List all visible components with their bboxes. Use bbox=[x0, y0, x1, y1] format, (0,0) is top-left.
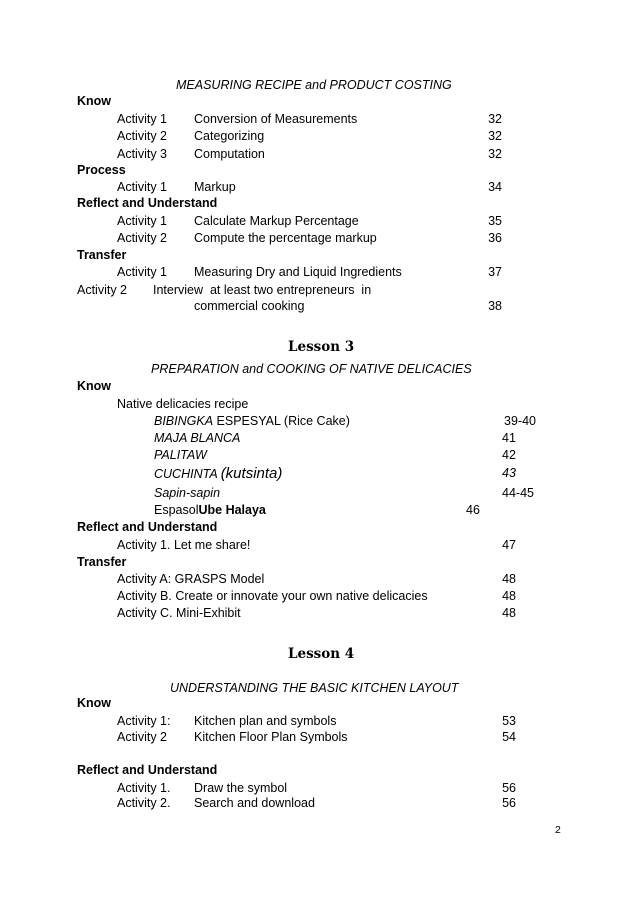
lesson-heading: Lesson 4 bbox=[288, 646, 355, 662]
recipe-title bbox=[154, 415, 350, 428]
lesson-heading: Lesson 3 bbox=[288, 339, 355, 355]
activity-title: Compute the percentage markup bbox=[194, 231, 377, 245]
section-heading-know: Know bbox=[77, 94, 112, 108]
page-number: 48 bbox=[502, 589, 516, 603]
activity-title: Interview at least two entrepreneurs in bbox=[153, 283, 372, 297]
activity-number: Activity 2 bbox=[77, 283, 128, 297]
section-heading-reflect: Reflect and Understand bbox=[77, 763, 218, 777]
list-intro: Native delicacies recipe bbox=[117, 397, 249, 411]
activity-title: Activity C. Mini-Exhibit bbox=[117, 606, 241, 620]
section-title: MEASURING RECIPE and PRODUCT COSTING bbox=[176, 78, 452, 92]
recipe-title bbox=[154, 466, 282, 481]
page-number: 44-45 bbox=[502, 486, 534, 500]
activity-number: Activity 1. bbox=[117, 781, 171, 795]
page-number: 34 bbox=[488, 180, 502, 194]
section-heading-process: Process bbox=[77, 163, 126, 177]
page-number: 41 bbox=[502, 431, 516, 445]
page-number: 56 bbox=[502, 796, 516, 810]
activity-number: Activity 2 bbox=[117, 231, 168, 245]
activity-title: Activity A: GRASPS Model bbox=[117, 572, 265, 586]
page-number: 35 bbox=[488, 214, 502, 228]
recipe-title-main: Espasol bbox=[154, 503, 199, 517]
activity-title: Categorizing bbox=[194, 129, 265, 143]
activity-title: Markup bbox=[194, 180, 236, 194]
recipe-title: PALITAW bbox=[154, 448, 207, 462]
activity-number: Activity 1 bbox=[117, 180, 168, 194]
activity-title-continued: commercial cooking bbox=[194, 299, 305, 313]
page-number: 42 bbox=[502, 448, 516, 462]
activity-number: Activity 2 bbox=[117, 730, 168, 744]
activity-title: Calculate Markup Percentage bbox=[194, 214, 359, 228]
page-number: 32 bbox=[488, 129, 502, 143]
activity-title: Conversion of Measurements bbox=[194, 112, 358, 126]
page-number: 54 bbox=[502, 730, 516, 744]
recipe-title: Sapin-sapin bbox=[154, 486, 221, 500]
section-heading-know: Know bbox=[77, 379, 112, 393]
section-title: PREPARATION and COOKING OF NATIVE DELICACIES bbox=[151, 362, 472, 376]
page-number: 39-40 bbox=[504, 414, 536, 428]
page-number: 48 bbox=[502, 606, 516, 620]
activity-number: Activity 3 bbox=[117, 147, 168, 161]
page-number: 37 bbox=[488, 265, 502, 279]
section-heading-transfer: Transfer bbox=[77, 555, 127, 569]
page-number: 32 bbox=[488, 147, 502, 161]
section-heading-reflect: Reflect and Understand bbox=[77, 520, 218, 534]
activity-number: Activity 2. bbox=[117, 796, 171, 810]
page-number: 53 bbox=[502, 714, 516, 728]
section-title: UNDERSTANDING THE BASIC KITCHEN LAYOUT bbox=[170, 681, 459, 695]
activity-title: Kitchen plan and symbols bbox=[194, 714, 337, 728]
activity-number: Activity 1 bbox=[117, 112, 168, 126]
activity-title: Draw the symbol bbox=[194, 781, 288, 795]
activity-number: Activity 1 bbox=[117, 265, 168, 279]
recipe-title bbox=[154, 504, 266, 517]
activity-title: Search and download bbox=[194, 796, 315, 810]
activity-title: Computation bbox=[194, 147, 265, 161]
recipe-title-italic: BIBINGKA bbox=[154, 414, 214, 428]
page-number: 36 bbox=[488, 231, 502, 245]
recipe-title: MAJA BLANCA bbox=[154, 431, 241, 445]
activity-number: Activity 1: bbox=[117, 714, 171, 728]
section-heading-transfer: Transfer bbox=[77, 248, 127, 262]
activity-number: Activity 1 bbox=[117, 214, 168, 228]
recipe-title-alt: (kutsinta) bbox=[220, 465, 283, 482]
page-number: 38 bbox=[488, 299, 502, 313]
page-number: 48 bbox=[502, 572, 516, 586]
page-number: 46 bbox=[466, 503, 480, 517]
recipe-title-rest: ESPESYAL (Rice Cake) bbox=[213, 414, 350, 428]
activity-number: Activity 2 bbox=[117, 129, 168, 143]
page-number: 32 bbox=[488, 112, 502, 126]
recipe-title-main: CUCHINTA bbox=[154, 467, 218, 481]
page-number: 47 bbox=[502, 538, 516, 552]
activity-title: Activity 1. Let me share! bbox=[117, 538, 251, 552]
page-number: 56 bbox=[502, 781, 516, 795]
activity-title: Measuring Dry and Liquid Ingredients bbox=[194, 265, 402, 279]
activity-title: Kitchen Floor Plan Symbols bbox=[194, 730, 348, 744]
page-number: 43 bbox=[502, 466, 516, 480]
page-footer-number: 2 bbox=[555, 824, 561, 836]
section-heading-know: Know bbox=[77, 696, 112, 710]
activity-title: Activity B. Create or innovate your own native delicacies bbox=[117, 589, 428, 603]
section-heading-reflect: Reflect and Understand bbox=[77, 196, 218, 210]
recipe-title-bold: Ube Halaya bbox=[198, 503, 266, 517]
